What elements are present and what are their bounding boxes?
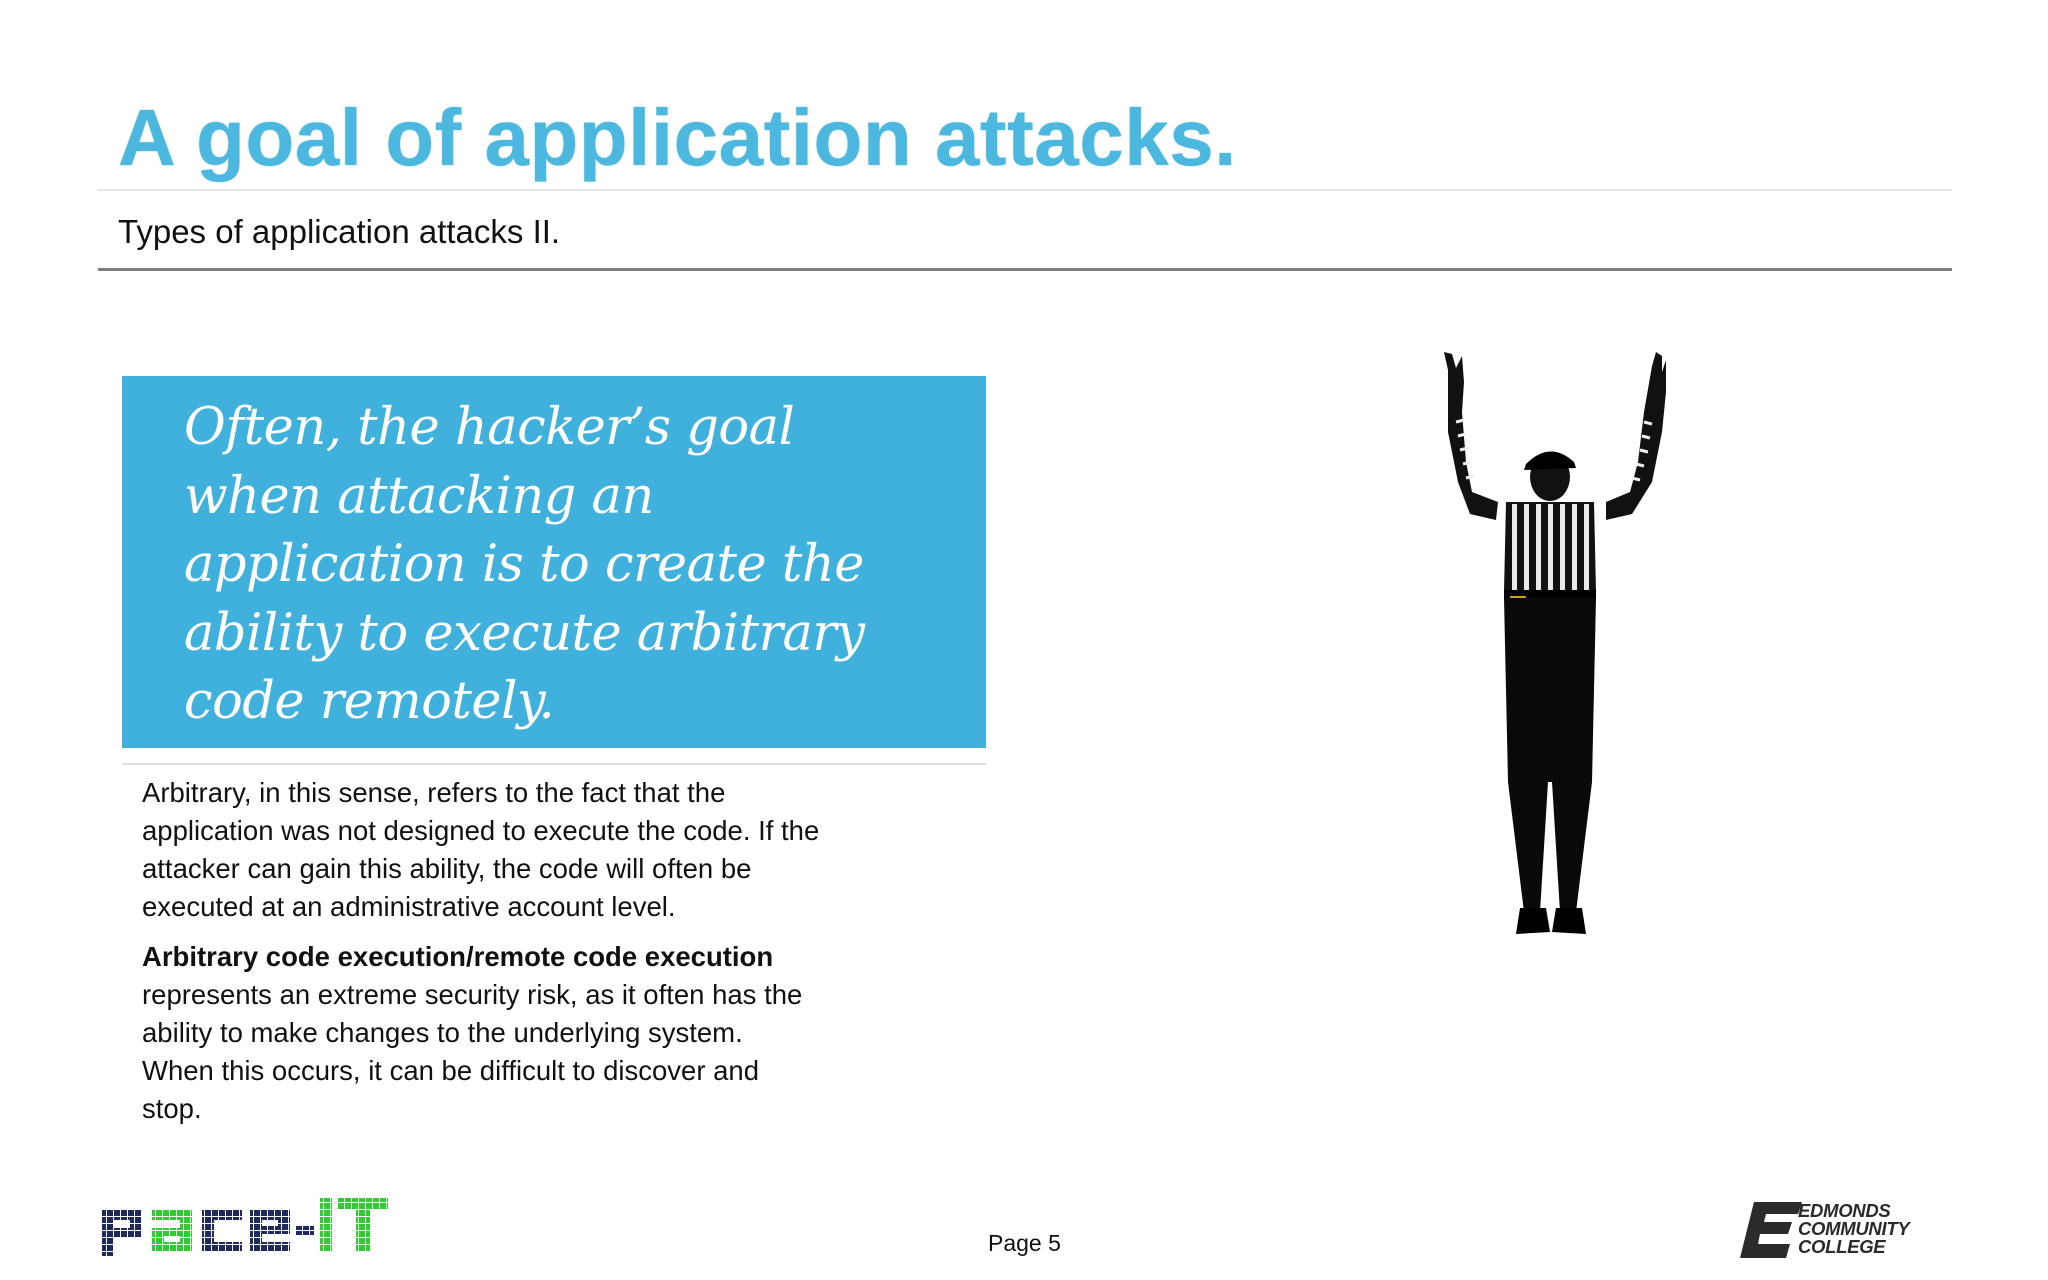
wordmark-line-1: EDMONDS — [1798, 1200, 1891, 1221]
body-paragraph-2-bold: Arbitrary code execution/remote code execution — [142, 941, 774, 972]
wordmark-line-3: COLLEGE — [1798, 1236, 1886, 1257]
body-paragraph-1: Arbitrary, in this sense, refers to the fact that the application was not designed to execute the code. If the attacker can gain this ability, the code will often be executed at an administrative account level. — [142, 777, 820, 922]
edmonds-e-mark-icon — [1740, 1200, 1802, 1260]
header-divider — [98, 268, 1952, 271]
edmonds-college-wordmark — [1798, 1202, 1909, 1256]
body-paragraph-2-rest: represents an extreme security risk, as it often has the ability to make changes to the underlying system. When this occurs, it can be difficult to discover and stop. — [142, 979, 803, 1124]
callout-text: Often, the hacker’s goal when attacking an application is to create the ability to execute arbitrary code remotely. — [184, 398, 865, 731]
page-number: Page 5 — [988, 1230, 1061, 1256]
edmonds-college-logo — [1740, 1200, 1946, 1260]
pace-it-logo — [100, 1196, 390, 1258]
wordmark-line-2: COMMUNITY — [1798, 1218, 1910, 1239]
referee-touchdown-signal-icon — [1400, 352, 1700, 952]
title-divider — [98, 189, 1952, 191]
body-text — [142, 774, 822, 1140]
callout-divider — [122, 763, 986, 765]
callout-box — [122, 376, 986, 748]
slide-title: A goal of application attacks. — [118, 93, 1237, 182]
slide-subtitle: Types of application attacks II. — [118, 213, 561, 250]
body-paragraph-2 — [142, 938, 822, 1128]
